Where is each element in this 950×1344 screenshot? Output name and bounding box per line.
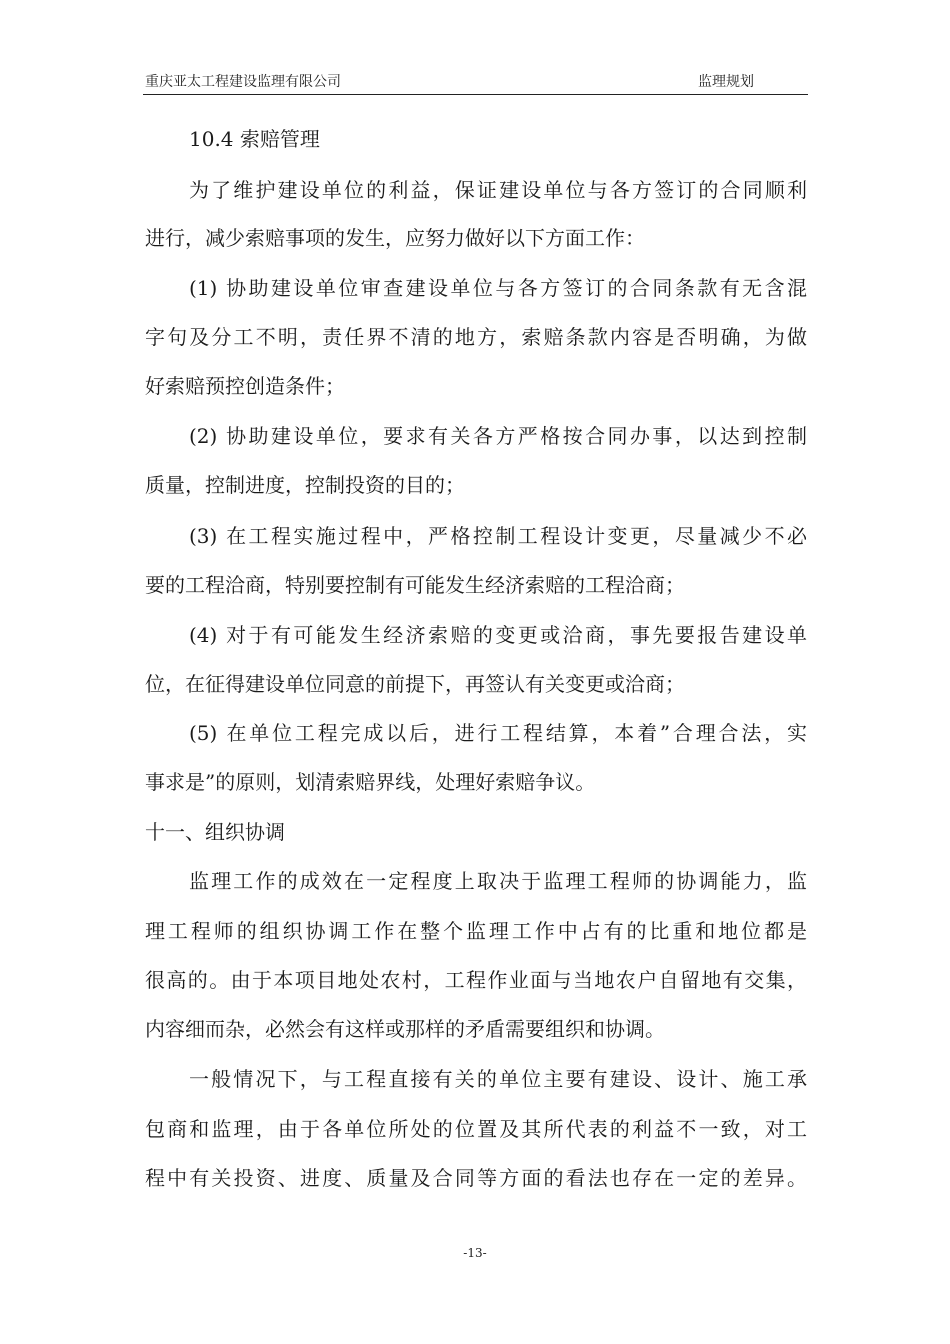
paragraph-line: 要的工程洽商，特别要控制有可能发生经济索赔的工程洽商； (145, 573, 685, 597)
paragraph-line: 内容细而杂，必然会有这样或那样的矛盾需要组织和协调。 (145, 1017, 665, 1041)
paragraph-line: (3) 在工程实施过程中，严格控制工程设计变更，尽量减少不必 (189, 524, 807, 548)
header-document-type: 监理规划 (698, 74, 754, 90)
paragraph-line: 事求是”的原则，划清索赔界线，处理好索赔争议。 (145, 770, 596, 794)
paragraph-line: 监理工作的成效在一定程度上取决于监理工程师的协调能力，监 (189, 869, 807, 893)
paragraph-line: 程中有关投资、进度、质量及合同等方面的看法也存在一定的差异。 (145, 1166, 807, 1190)
paragraph-line: 为了维护建设单位的利益，保证建设单位与各方签订的合同顺利 (189, 178, 807, 202)
paragraph-line: 理工程师的组织协调工作在整个监理工作中占有的比重和地位都是 (145, 919, 807, 943)
paragraph-line: 位，在征得建设单位同意的前提下，再签认有关变更或洽商； (145, 672, 685, 696)
section-heading-10-4: 10.4 索赔管理 (189, 127, 320, 151)
paragraph-line: 质量，控制进度，控制投资的目的； (145, 473, 465, 497)
paragraph-line: 字句及分工不明，责任界不清的地方，索赔条款内容是否明确，为做 (145, 325, 807, 349)
paragraph-line: 进行，减少索赔事项的发生，应努力做好以下方面工作： (145, 226, 645, 250)
paragraph-line: (5) 在单位工程完成以后，进行工程结算，本着”合理合法，实 (189, 721, 807, 745)
page-header (143, 70, 808, 95)
paragraph-line: 很高的。由于本项目地处农村，工程作业面与当地农户自留地有交集， (145, 968, 807, 992)
header-company-name: 重庆亚太工程建设监理有限公司 (145, 74, 341, 90)
paragraph-line: 一般情况下，与工程直接有关的单位主要有建设、设计、施工承 (189, 1067, 807, 1091)
paragraph-line: (4) 对于有可能发生经济索赔的变更或洽商，事先要报告建设单 (189, 623, 807, 647)
paragraph-line: 好索赔预控创造条件； (145, 374, 345, 398)
paragraph-line: 包商和监理，由于各单位所处的位置及其所代表的利益不一致，对工 (145, 1117, 807, 1141)
paragraph-line: (1) 协助建设单位审查建设单位与各方签订的合同条款有无含混 (189, 276, 807, 300)
paragraph-line: (2) 协助建设单位，要求有关各方严格按合同办事，以达到控制 (189, 424, 807, 448)
page-number: -13- (463, 1246, 487, 1260)
section-heading-11: 十一、组织协调 (145, 820, 285, 844)
